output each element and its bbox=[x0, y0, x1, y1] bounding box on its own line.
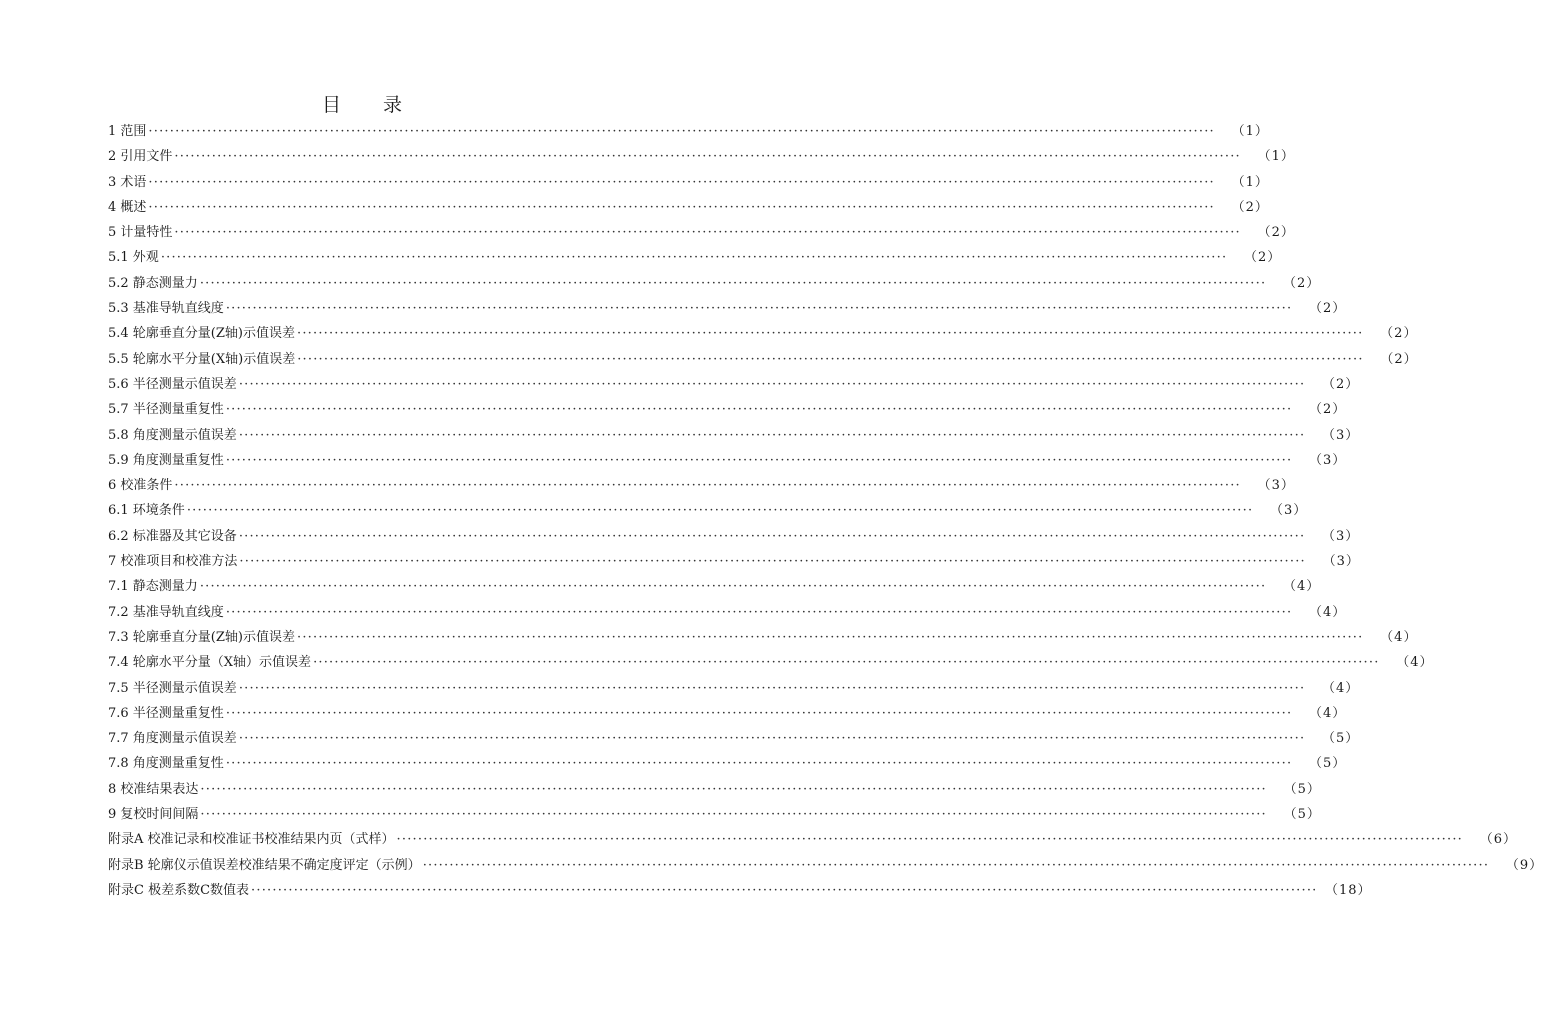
toc-dot-leader: ········································································································································································································ bbox=[297, 351, 1364, 367]
toc-entry-label: 2 引用文件 bbox=[108, 149, 173, 165]
toc-dot-leader: ········································································································································································································ bbox=[225, 756, 1293, 772]
toc-entry bbox=[108, 423, 1360, 448]
toc-entry bbox=[108, 220, 1295, 245]
toc-entry-label: 7.8 角度测量重复性 bbox=[108, 756, 224, 772]
toc-dot-leader: ········································································································································································································ bbox=[239, 554, 1306, 570]
toc-dot-leader: ········································································································································································································ bbox=[199, 275, 1267, 291]
toc-entry-page-number: （5） bbox=[1283, 781, 1321, 797]
toc-dot-leader: ········································································································································································································ bbox=[396, 832, 1463, 848]
toc-entry bbox=[108, 574, 1321, 599]
toc-entry bbox=[108, 448, 1347, 473]
toc-entry-page-number: （4） bbox=[1380, 629, 1418, 645]
toc-entry-page-number: （2） bbox=[1309, 301, 1347, 317]
toc-entry bbox=[108, 625, 1418, 650]
toc-entry-page-number: （3） bbox=[1257, 478, 1295, 494]
toc-dot-leader: ········································································································································································································ bbox=[251, 882, 1318, 898]
toc-dot-leader: ········································································································································································································ bbox=[238, 528, 1306, 544]
toc-entry bbox=[108, 827, 1517, 852]
toc-entry-label: 7.4 轮廓水平分量（X轴）示值误差 bbox=[108, 655, 312, 671]
toc-entry-page-number: （3） bbox=[1322, 528, 1360, 544]
toc-entry-page-number: （2） bbox=[1380, 326, 1418, 342]
toc-entry bbox=[108, 245, 1282, 270]
toc-entry-label: 9 复校时间间隔 bbox=[108, 807, 199, 823]
toc-entry bbox=[108, 777, 1321, 802]
toc-entry bbox=[108, 524, 1360, 549]
toc-entry-page-number: （2） bbox=[1322, 376, 1360, 392]
toc-entry-page-number: （4） bbox=[1322, 680, 1360, 696]
toc-dot-leader: ········································································································································································································ bbox=[200, 807, 1267, 823]
toc-entry-label: 5.8 角度测量示值误差 bbox=[108, 427, 237, 443]
toc-entry bbox=[108, 650, 1434, 675]
toc-dot-leader: ········································································································································································································ bbox=[225, 452, 1293, 468]
toc-entry-page-number: （5） bbox=[1322, 731, 1360, 747]
toc-entry bbox=[108, 751, 1347, 776]
toc-dot-leader: ········································································································································································································ bbox=[313, 655, 1380, 671]
toc-entry-page-number: （3） bbox=[1309, 452, 1347, 468]
toc-dot-leader: ········································································································································································································ bbox=[238, 731, 1306, 747]
toc-entry-page-number: （2） bbox=[1309, 402, 1347, 418]
toc-entry-page-number: （4） bbox=[1309, 705, 1347, 721]
toc-entry-label: 7 校准项目和校准方法 bbox=[108, 554, 238, 570]
toc-dot-leader: ········································································································································································································ bbox=[238, 376, 1306, 392]
toc-entry bbox=[108, 170, 1269, 195]
toc-dot-leader: ········································································································································································································ bbox=[174, 478, 1241, 494]
toc-entry-label: 7.6 半径测量重复性 bbox=[108, 705, 224, 721]
toc-entry-page-number: （9） bbox=[1505, 857, 1543, 873]
toc-entry-page-number: （1） bbox=[1231, 124, 1269, 139]
toc-entry bbox=[108, 473, 1295, 498]
toc-entry bbox=[108, 144, 1295, 169]
toc-entry-page-number: （2） bbox=[1380, 351, 1418, 367]
toc-entry-page-number: （4） bbox=[1396, 655, 1434, 671]
toc-entry-page-number: （18） bbox=[1324, 882, 1372, 898]
toc-entry bbox=[108, 195, 1269, 220]
toc-entry bbox=[108, 498, 1308, 523]
toc-entry bbox=[108, 726, 1360, 751]
toc-entry-page-number: （2） bbox=[1244, 250, 1282, 266]
toc-dot-leader: ········································································································································································································ bbox=[148, 199, 1215, 215]
toc-entry-label: 6.1 环境条件 bbox=[108, 503, 185, 519]
toc-entry-label: 1 范围 bbox=[108, 124, 147, 139]
toc-entry-label: 6.2 标准器及其它设备 bbox=[108, 528, 237, 544]
toc-entry-label: 5.7 半径测量重复性 bbox=[108, 402, 224, 418]
toc-entry-label: 附录A 校准记录和校准证书校准结果内页（式样） bbox=[108, 832, 395, 848]
toc-dot-leader: ········································································································································································································ bbox=[148, 174, 1215, 190]
toc-dot-leader: ········································································································································································································ bbox=[186, 503, 1254, 519]
toc-entry-label: 7.7 角度测量示值误差 bbox=[108, 731, 237, 747]
toc-entry-label: 7.2 基准导轨直线度 bbox=[108, 604, 224, 620]
toc-entry-page-number: （1） bbox=[1257, 149, 1295, 165]
toc-entry-page-number: （3） bbox=[1322, 427, 1360, 443]
toc-entry-page-number: （2） bbox=[1283, 275, 1321, 291]
toc-dot-leader: ········································································································································································································ bbox=[225, 402, 1293, 418]
toc-dot-leader: ········································································································································································································ bbox=[238, 680, 1306, 696]
toc-entry bbox=[108, 321, 1418, 346]
toc-entry-page-number: （4） bbox=[1283, 579, 1321, 595]
toc-entry-label: 附录B 轮廓仪示值误差校准结果不确定度评定（示例） bbox=[108, 857, 421, 873]
toc-entry-label: 7.3 轮廓垂直分量(Z轴)示值误差 bbox=[108, 629, 295, 645]
toc-entry bbox=[108, 119, 1269, 144]
toc-entry-page-number: （5） bbox=[1309, 756, 1347, 772]
toc-dot-leader: ········································································································································································································ bbox=[174, 225, 1241, 241]
toc-entry-label: 5.6 半径测量示值误差 bbox=[108, 376, 237, 392]
toc-entry bbox=[108, 372, 1360, 397]
toc-entry-label: 5.4 轮廓垂直分量(Z轴)示值误差 bbox=[108, 326, 295, 342]
toc-dot-leader: ········································································································································································································ bbox=[296, 629, 1364, 645]
toc-entry bbox=[108, 397, 1347, 422]
toc-entry bbox=[108, 296, 1347, 321]
toc-entry-label: 3 术语 bbox=[108, 174, 147, 190]
toc-entry-label: 附录C 极差系数C数值表 bbox=[108, 882, 250, 898]
toc-entry bbox=[108, 347, 1418, 372]
toc-entry-label: 8 校准结果表达 bbox=[108, 781, 199, 797]
toc-entry-page-number: （4） bbox=[1309, 604, 1347, 620]
toc-dot-leader: ········································································································································································································ bbox=[160, 250, 1228, 266]
toc-entry-page-number: （2） bbox=[1257, 225, 1295, 241]
toc-dot-leader: ········································································································································································································ bbox=[148, 124, 1215, 139]
toc-entry-label: 6 校准条件 bbox=[108, 478, 173, 494]
toc-entry-page-number: （3） bbox=[1270, 503, 1308, 519]
toc-entry-page-number: （3） bbox=[1322, 554, 1360, 570]
toc-entry-label: 5.5 轮廓水平分量(X轴)示值误差 bbox=[108, 351, 296, 367]
toc-entry bbox=[108, 676, 1360, 701]
toc-entry bbox=[108, 549, 1360, 574]
toc-entry-label: 5 计量特性 bbox=[108, 225, 173, 241]
toc-dot-leader: ········································································································································································································ bbox=[225, 604, 1293, 620]
toc-dot-leader: ········································································································································································································ bbox=[200, 781, 1267, 797]
toc-dot-leader: ········································································································································································································ bbox=[296, 326, 1364, 342]
toc-entry bbox=[108, 271, 1321, 296]
toc-entry-page-number: （1） bbox=[1231, 174, 1269, 190]
toc-dot-leader: ········································································································································································································ bbox=[225, 301, 1293, 317]
toc-dot-leader: ········································································································································································································ bbox=[238, 427, 1306, 443]
toc-dot-leader: ········································································································································································································ bbox=[422, 857, 1490, 873]
toc-entry bbox=[108, 878, 1372, 903]
toc-dot-leader: ········································································································································································································ bbox=[199, 579, 1267, 595]
toc-entry-label: 7.1 静态测量力 bbox=[108, 579, 198, 595]
toc-entry-label: 5.1 外观 bbox=[108, 250, 159, 266]
toc-entry bbox=[108, 802, 1321, 827]
table-of-contents bbox=[108, 119, 1543, 903]
toc-entry bbox=[108, 701, 1347, 726]
page-title: 目 录 bbox=[321, 94, 421, 116]
toc-entry-page-number: （2） bbox=[1231, 199, 1269, 215]
toc-entry-label: 4 概述 bbox=[108, 199, 147, 215]
toc-entry-label: 7.5 半径测量示值误差 bbox=[108, 680, 237, 696]
toc-dot-leader: ········································································································································································································ bbox=[225, 705, 1293, 721]
toc-entry-label: 5.2 静态测量力 bbox=[108, 275, 198, 291]
toc-entry bbox=[108, 853, 1543, 878]
toc-entry-label: 5.3 基准导轨直线度 bbox=[108, 301, 224, 317]
toc-dot-leader: ········································································································································································································ bbox=[174, 149, 1241, 165]
toc-entry-page-number: （6） bbox=[1479, 832, 1517, 848]
toc-entry bbox=[108, 600, 1347, 625]
toc-entry-page-number: （5） bbox=[1283, 807, 1321, 823]
toc-entry-label: 5.9 角度测量重复性 bbox=[108, 452, 224, 468]
